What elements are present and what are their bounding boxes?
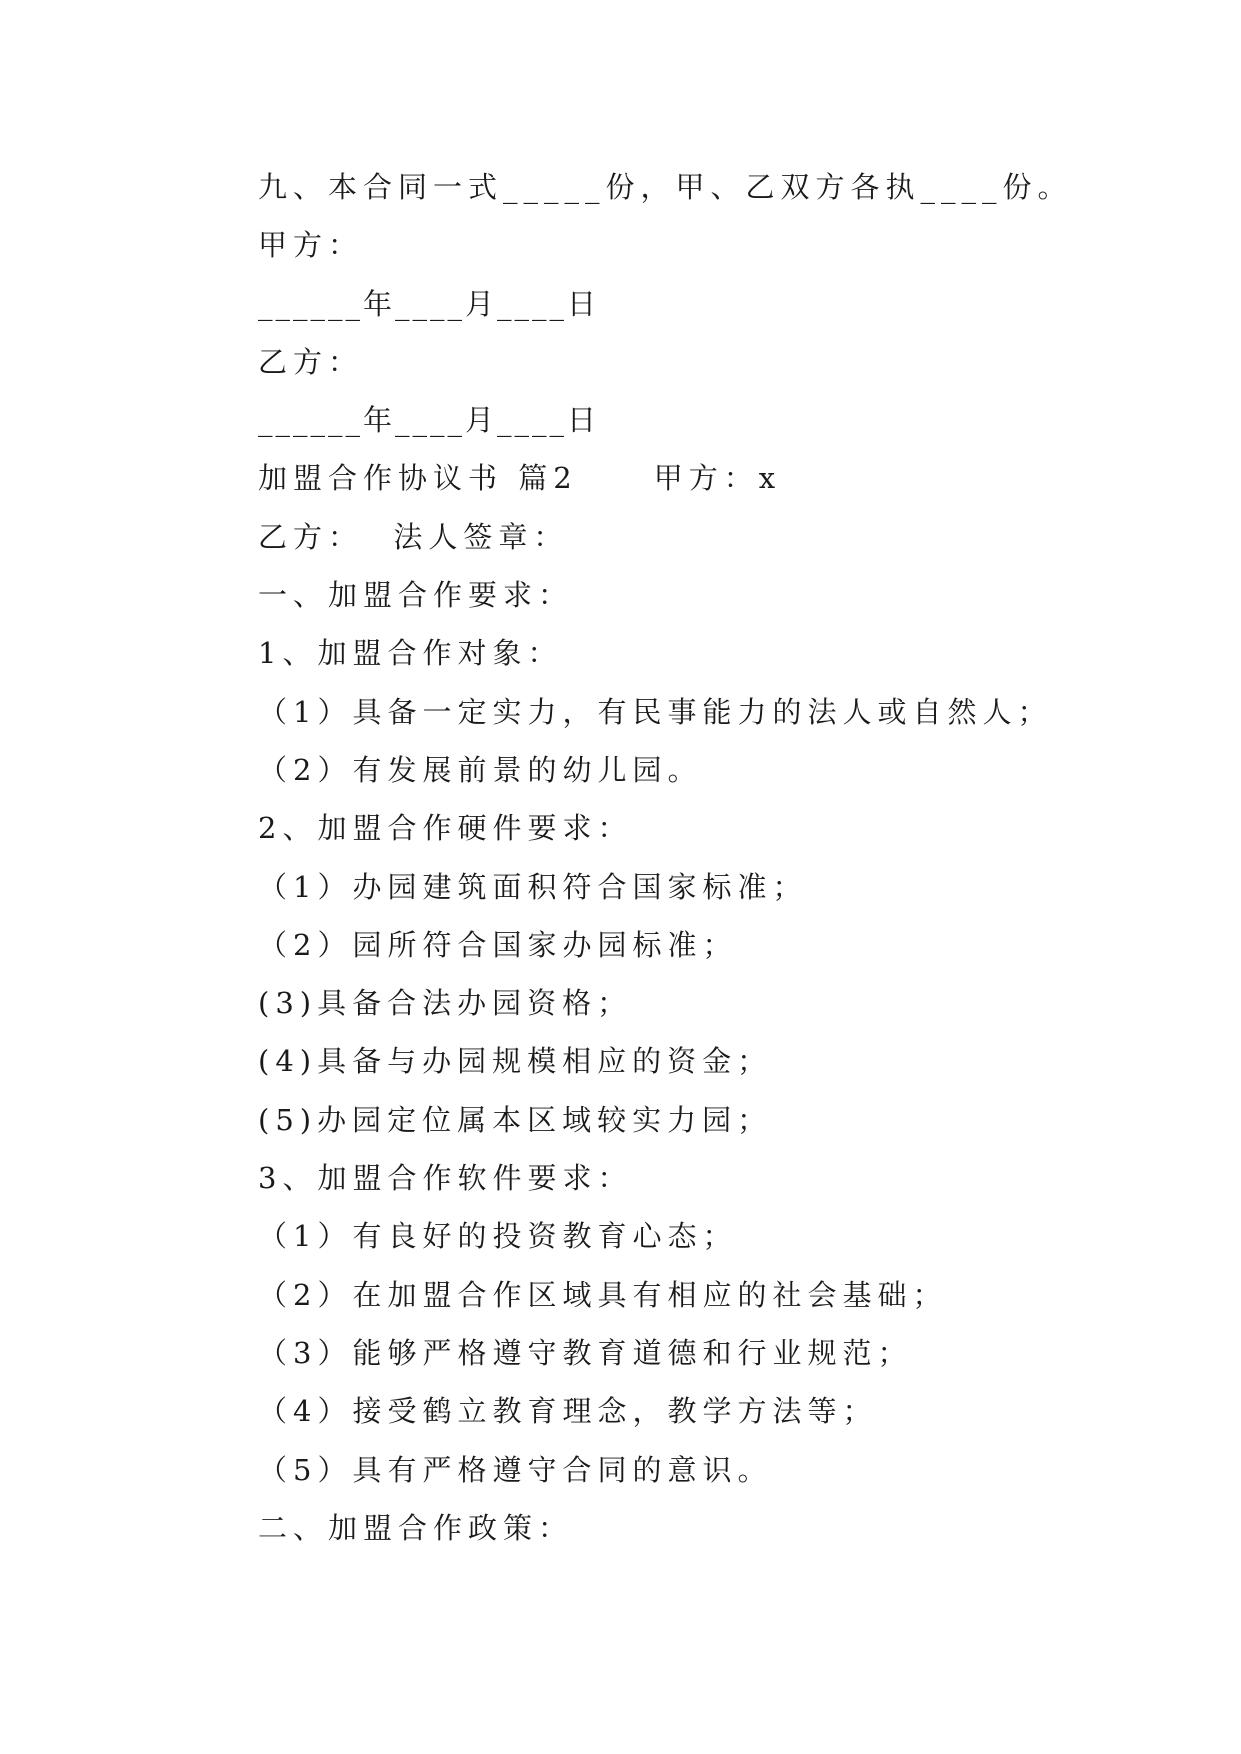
item-2-4: (4)具备与办园规模相应的资金； [258, 1044, 773, 1079]
item-1-2: （2）有发展前景的幼儿园。 [258, 752, 703, 787]
party-b-legal-seal: 乙方： 法人签章： [258, 519, 569, 554]
item-1-heading: 1、加盟合作对象： [258, 636, 563, 671]
clause-nine-copies: 九、本合同一式_____份，甲、乙双方各执____份。 [258, 170, 1073, 204]
item-3-3: （3）能够严格遵守教育道德和行业规范； [258, 1335, 913, 1370]
item-3-2: （2）在加盟合作区域具有相应的社会基础； [258, 1277, 948, 1312]
item-1-1: （1）具备一定实力，有民事能力的法人或自然人； [258, 694, 1053, 729]
section-one-heading: 一、加盟合作要求： [258, 578, 574, 613]
item-3-5: （5）具有严格遵守合同的意识。 [258, 1452, 773, 1487]
item-2-2: （2）园所符合国家办园标准； [258, 927, 738, 962]
item-3-1: （1）有良好的投资教育心态； [258, 1219, 738, 1254]
document-body [258, 158, 1118, 1557]
item-2-heading: 2、加盟合作硬件要求： [258, 811, 633, 846]
item-3-heading: 3、加盟合作软件要求： [258, 1161, 633, 1196]
item-2-1: （1）办园建筑面积符合国家标准； [258, 869, 808, 904]
item-2-3: (3)具备合法办园资格； [258, 986, 633, 1021]
party-b-label: 乙方： [258, 344, 364, 379]
agreement-title-part-2: 加盟合作协议书 篇2 甲方：x [258, 461, 782, 496]
party-a-date: ______年____月____日 [258, 286, 600, 321]
party-a-label: 甲方： [258, 228, 364, 263]
item-2-5: (5)办园定位属本区域较实力园； [258, 1102, 773, 1137]
section-two-heading: 二、加盟合作政策： [258, 1510, 574, 1545]
party-b-date: ______年____月____日 [258, 403, 600, 438]
item-3-4: （4）接受鹤立教育理念，教学方法等； [258, 1394, 878, 1429]
